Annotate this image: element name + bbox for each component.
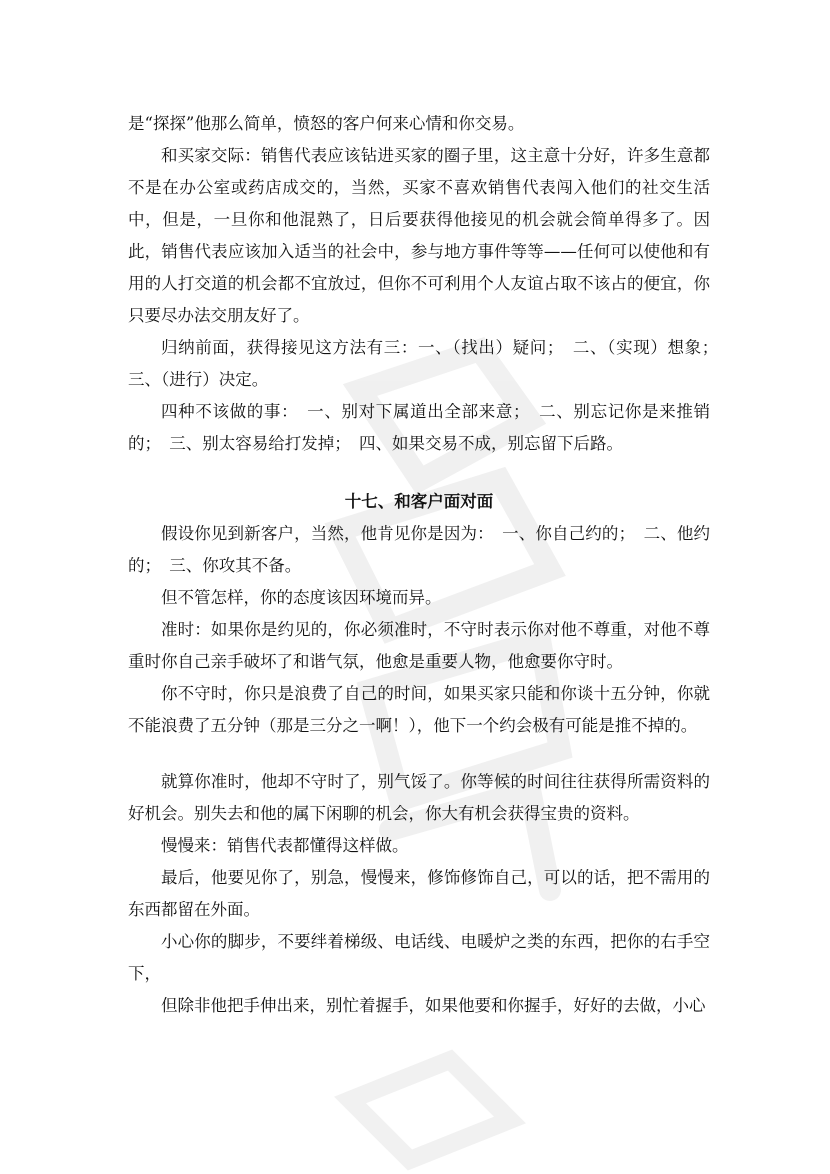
paragraph: 四种不该做的事： 一、别对下属道出全部来意； 二、别忘记你是来推销的； 三、别太容易给打发掉； 四、如果交易不成，别忘留下后路。 (128, 402, 710, 453)
paragraph: 准时：如果你是约见的，你必须准时，不守时表示你对他不尊重，对他不尊重时你自己亲手破坏了和谐气氛，他愈是重要人物，他愈要你守时。 (128, 620, 710, 671)
section-title: 十七、和客户面对面 (344, 492, 494, 511)
paragraph: 但除非他把手伸出来，别忙着握手，如果他要和你握手，好好的去做，小心 (161, 996, 706, 1015)
paragraph: 就算你准时，他却不守时了，别气馁了。你等候的时间往往获得所需资料的好机会。别失去和他的属下闲聊的机会，你大有机会获得宝贵的资料。 (128, 772, 710, 823)
paragraph: 慢慢来：销售代表都懂得这样做。 (161, 836, 409, 855)
paragraph: 归纳前面，获得接见这方法有三：一、（找出）疑问； 二、（实现）想象； 三、（进行）决定。 (128, 338, 727, 389)
paragraph: 最后，他要见你了，别急，慢慢来，修饰修饰自己，可以的话，把不需用的东西都留在外面。 (128, 868, 710, 919)
paragraph: 是“探探”他那么简单，愤怒的客户何来心情和你交易。 (128, 114, 525, 133)
paragraph: 你不守时，你只是浪费了自己的时间，如果买家只能和你谈十五分钟，你就不能浪费了五分钟（那是三分之一啊！），他下一个约会极有可能是推不掉的。 (128, 684, 710, 735)
paragraph: 但不管怎样，你的态度该因环境而异。 (161, 588, 442, 607)
document-body (128, 108, 727, 1022)
paragraph: 假设你见到新客户，当然，他肯见你是因为： 一、你自己约的； 二、他约的； 三、你攻其不备。 (128, 524, 710, 575)
paragraph: 和买家交际：销售代表应该钻进买家的圈子里，这主意十分好，许多生意都不是在办公室或药店成交的，当然，买家不喜欢销售代表闯入他们的社交生活中，但是，一旦你和他混熟了，日后要获得他接见的机会就会简单得多了。因此，销售代表应该加入适当的社会中，参与地方事件等等——任何可以使他和有用的人打交道的机会都不宜放过，但你不可利用个人友谊占取不该占的便宜，你只要尽办法交朋友好了。 (128, 146, 710, 325)
paragraph: 小心你的脚步，不要绊着梯级、电话线、电暖炉之类的东西，把你的右手空下， (128, 932, 710, 983)
watermark-bottom-graphic (330, 1040, 550, 1174)
